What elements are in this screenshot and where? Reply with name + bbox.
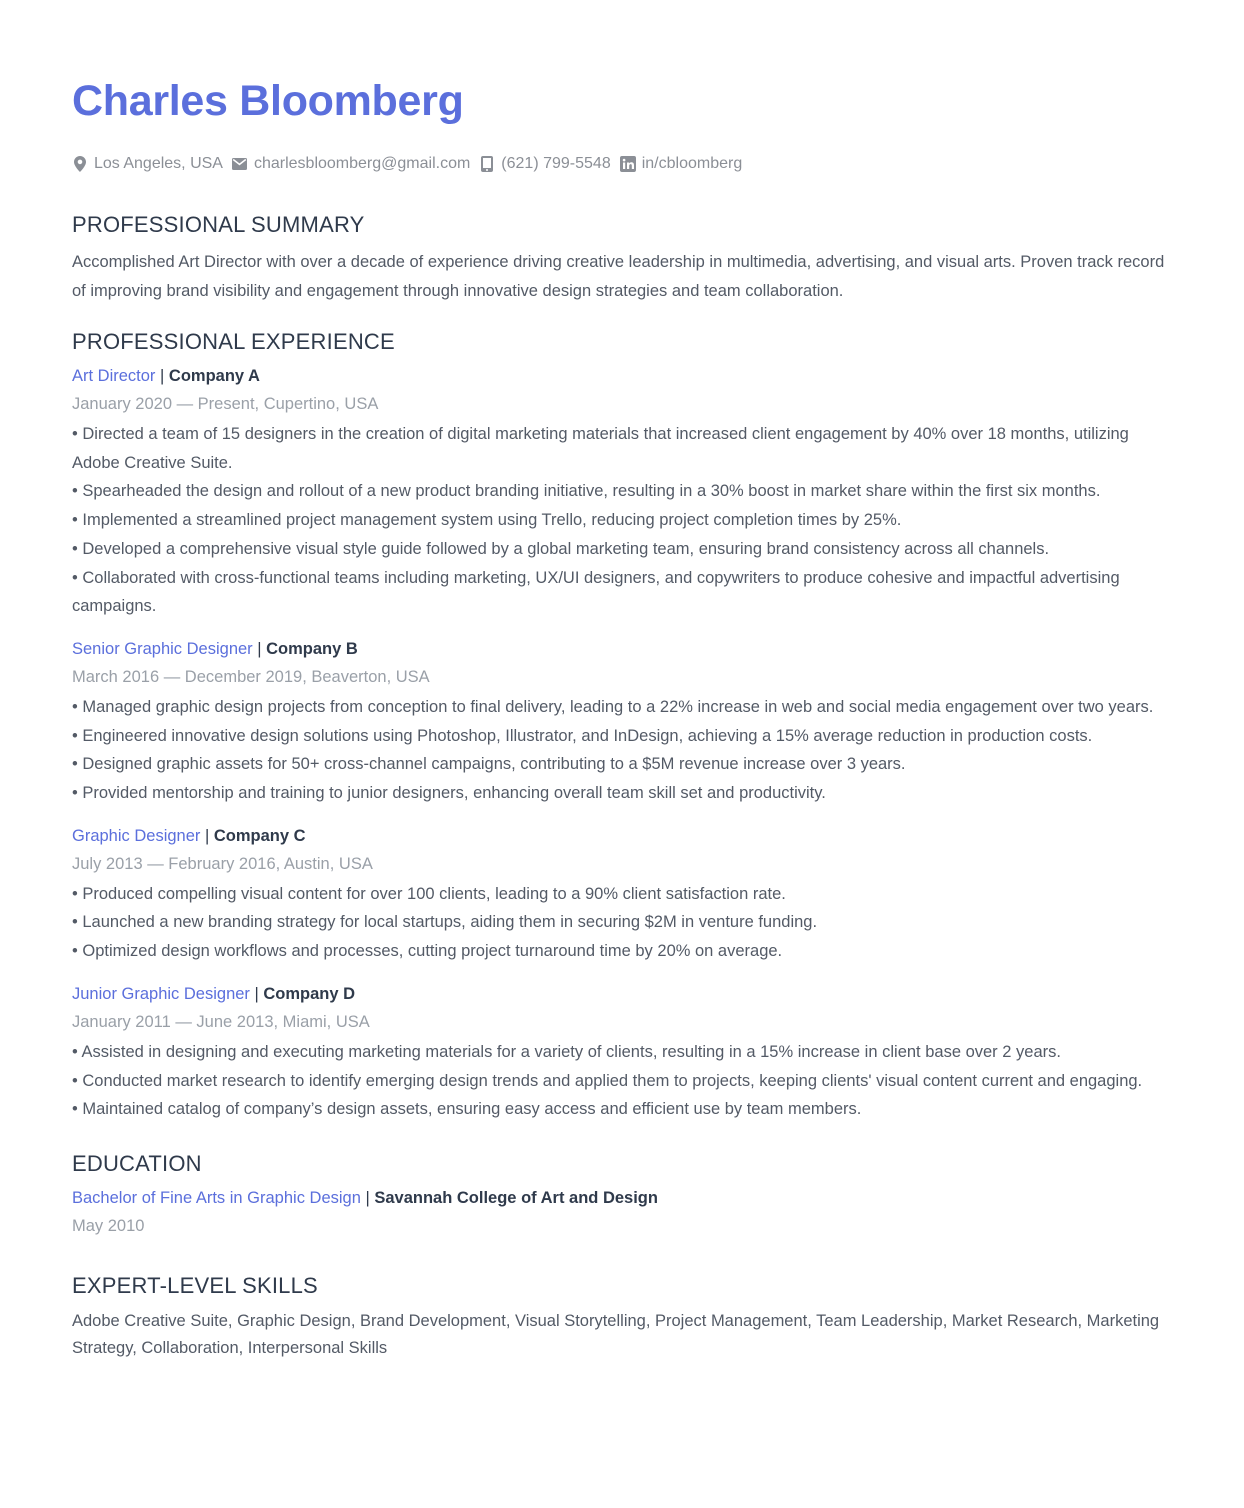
- job-entry: [72, 362, 1172, 621]
- job-role: Art Director: [72, 367, 156, 385]
- job-company: Company A: [168, 367, 260, 385]
- job-bullet: • Assisted in designing and executing marketing materials for a variety of clients, resulting in a 15% increase in client base over 2 years.: [72, 1042, 1061, 1061]
- skills-text: Adobe Creative Suite, Graphic Design, Brand Development, Visual Storytelling, Project Management, Team Leadership, Market Research, Marketing Strategy, Collaboration, Interpersonal Skills: [72, 1311, 1160, 1357]
- job-bullet: • Launched a new branding strategy for local startups, aiding them in securing $2M in venture funding.: [72, 913, 818, 932]
- summary-text: Accomplished Art Director with over a decade of experience driving creative leadership in multimedia, advertising, and visual arts. Proven track record of improving brand visibility and engagement through innovative design strategies and team collaboration.: [72, 253, 1165, 300]
- job-bullet: • Spearheaded the design and rollout of a new product branding initiative, resulting in a 30% boost in market share within the first six months.: [72, 482, 1101, 501]
- contact-bar: [72, 153, 1172, 175]
- job-bullet: • Provided mentorship and training to junior designers, enhancing overall team skill set and productivity.: [72, 784, 826, 803]
- experience-heading: PROFESSIONAL EXPERIENCE: [72, 329, 395, 354]
- education-separator: |: [360, 1188, 375, 1207]
- job-bullet: • Produced compelling visual content for over 100 clients, leading to a 90% client satisfaction rate.: [72, 884, 786, 903]
- job-bullet: • Developed a comprehensive visual style guide followed by a global marketing team, ensuring brand consistency across all channels.: [72, 539, 1050, 558]
- education-degree: Bachelor of Fine Arts in Graphic Design: [72, 1188, 361, 1207]
- contact-phone[interactable]: [479, 155, 610, 173]
- job-bullet: • Implemented a streamlined project management system using Trello, reducing project completion times by 25%.: [72, 511, 902, 530]
- education-school: Savannah College of Art and Design: [374, 1188, 658, 1207]
- job-dates: January 2020 — Present, Cupertino, USA: [72, 395, 379, 413]
- contact-email[interactable]: [232, 155, 470, 173]
- job-header: [72, 635, 1172, 663]
- phone-icon: [479, 156, 495, 172]
- job-header: [72, 822, 1172, 850]
- contact-phone-text[interactable]: (621) 799-5548: [501, 155, 611, 172]
- job-bullet: • Directed a team of 15 designers in the creation of digital marketing materials that increased client engagement by 40% over 18 months, utilizing Adobe Creative Suite.: [72, 425, 1129, 472]
- resume-page: [72, 76, 1172, 1362]
- contact-linkedin-text[interactable]: in/cbloomberg: [641, 155, 743, 172]
- job-header: [72, 980, 1172, 1008]
- job-bullet: • Engineered innovative design solutions using Photoshop, Illustrator, and InDesign, achieving a 15% average reduction in production costs.: [72, 726, 1093, 745]
- job-bullet: • Collaborated with cross-functional teams including marketing, UX/UI designers, and copywriters to produce cohesive and impactful advertising campaigns.: [72, 568, 1120, 616]
- job-bullet: • Designed graphic assets for 50+ cross-channel campaigns, contributing to a $5M revenue increase over 3 years.: [72, 755, 906, 774]
- job-dates: July 2013 — February 2016, Austin, USA: [72, 854, 373, 873]
- linkedin-icon: [620, 156, 636, 172]
- job-dates: January 2011 — June 2013, Miami, USA: [72, 1012, 370, 1031]
- contact-linkedin[interactable]: [620, 155, 743, 173]
- job-bullet: • Managed graphic design projects from conception to final delivery, leading to a 22% increase in web and social media engagement over two years.: [72, 697, 1154, 716]
- candidate-name: Charles Bloomberg: [72, 77, 464, 125]
- skills-heading: EXPERT-LEVEL SKILLS: [72, 1272, 318, 1298]
- job-separator: |: [249, 984, 264, 1003]
- job-company: Company C: [213, 826, 306, 845]
- job-separator: |: [155, 367, 169, 385]
- job-role: Graphic Designer: [72, 826, 201, 845]
- education-heading: EDUCATION: [72, 1150, 202, 1176]
- job-separator: |: [200, 826, 214, 845]
- job-bullet: • Optimized design workflows and processes, cutting project turnaround time by 20% on average.: [72, 942, 783, 961]
- job-role: Senior Graphic Designer: [72, 639, 253, 658]
- summary-heading: PROFESSIONAL SUMMARY: [72, 212, 365, 237]
- education-header: [72, 1184, 1172, 1212]
- contact-email-text[interactable]: charlesbloomberg@gmail.com: [253, 155, 471, 172]
- contact-location: [72, 155, 223, 173]
- job-bullet: • Conducted market research to identify emerging design trends and applied them to projects, keeping clients' visual content current and engaging.: [72, 1071, 1143, 1090]
- job-entry: [72, 822, 1172, 966]
- job-company: Company B: [266, 639, 358, 658]
- envelope-icon: [232, 156, 248, 172]
- job-bullet: • Maintained catalog of company’s design assets, ensuring easy access and efficient use by team members.: [72, 1100, 862, 1119]
- job-entry: [72, 635, 1172, 808]
- location-pin-icon: [72, 156, 88, 172]
- contact-location-text: Los Angeles, USA: [94, 155, 223, 172]
- education-date: May 2010: [72, 1216, 145, 1235]
- job-separator: |: [252, 639, 267, 658]
- job-entry: [72, 980, 1172, 1124]
- job-role: Junior Graphic Designer: [72, 984, 250, 1003]
- job-header: [72, 362, 1172, 390]
- job-dates: March 2016 — December 2019, Beaverton, USA: [72, 667, 430, 686]
- job-company: Company D: [263, 984, 356, 1003]
